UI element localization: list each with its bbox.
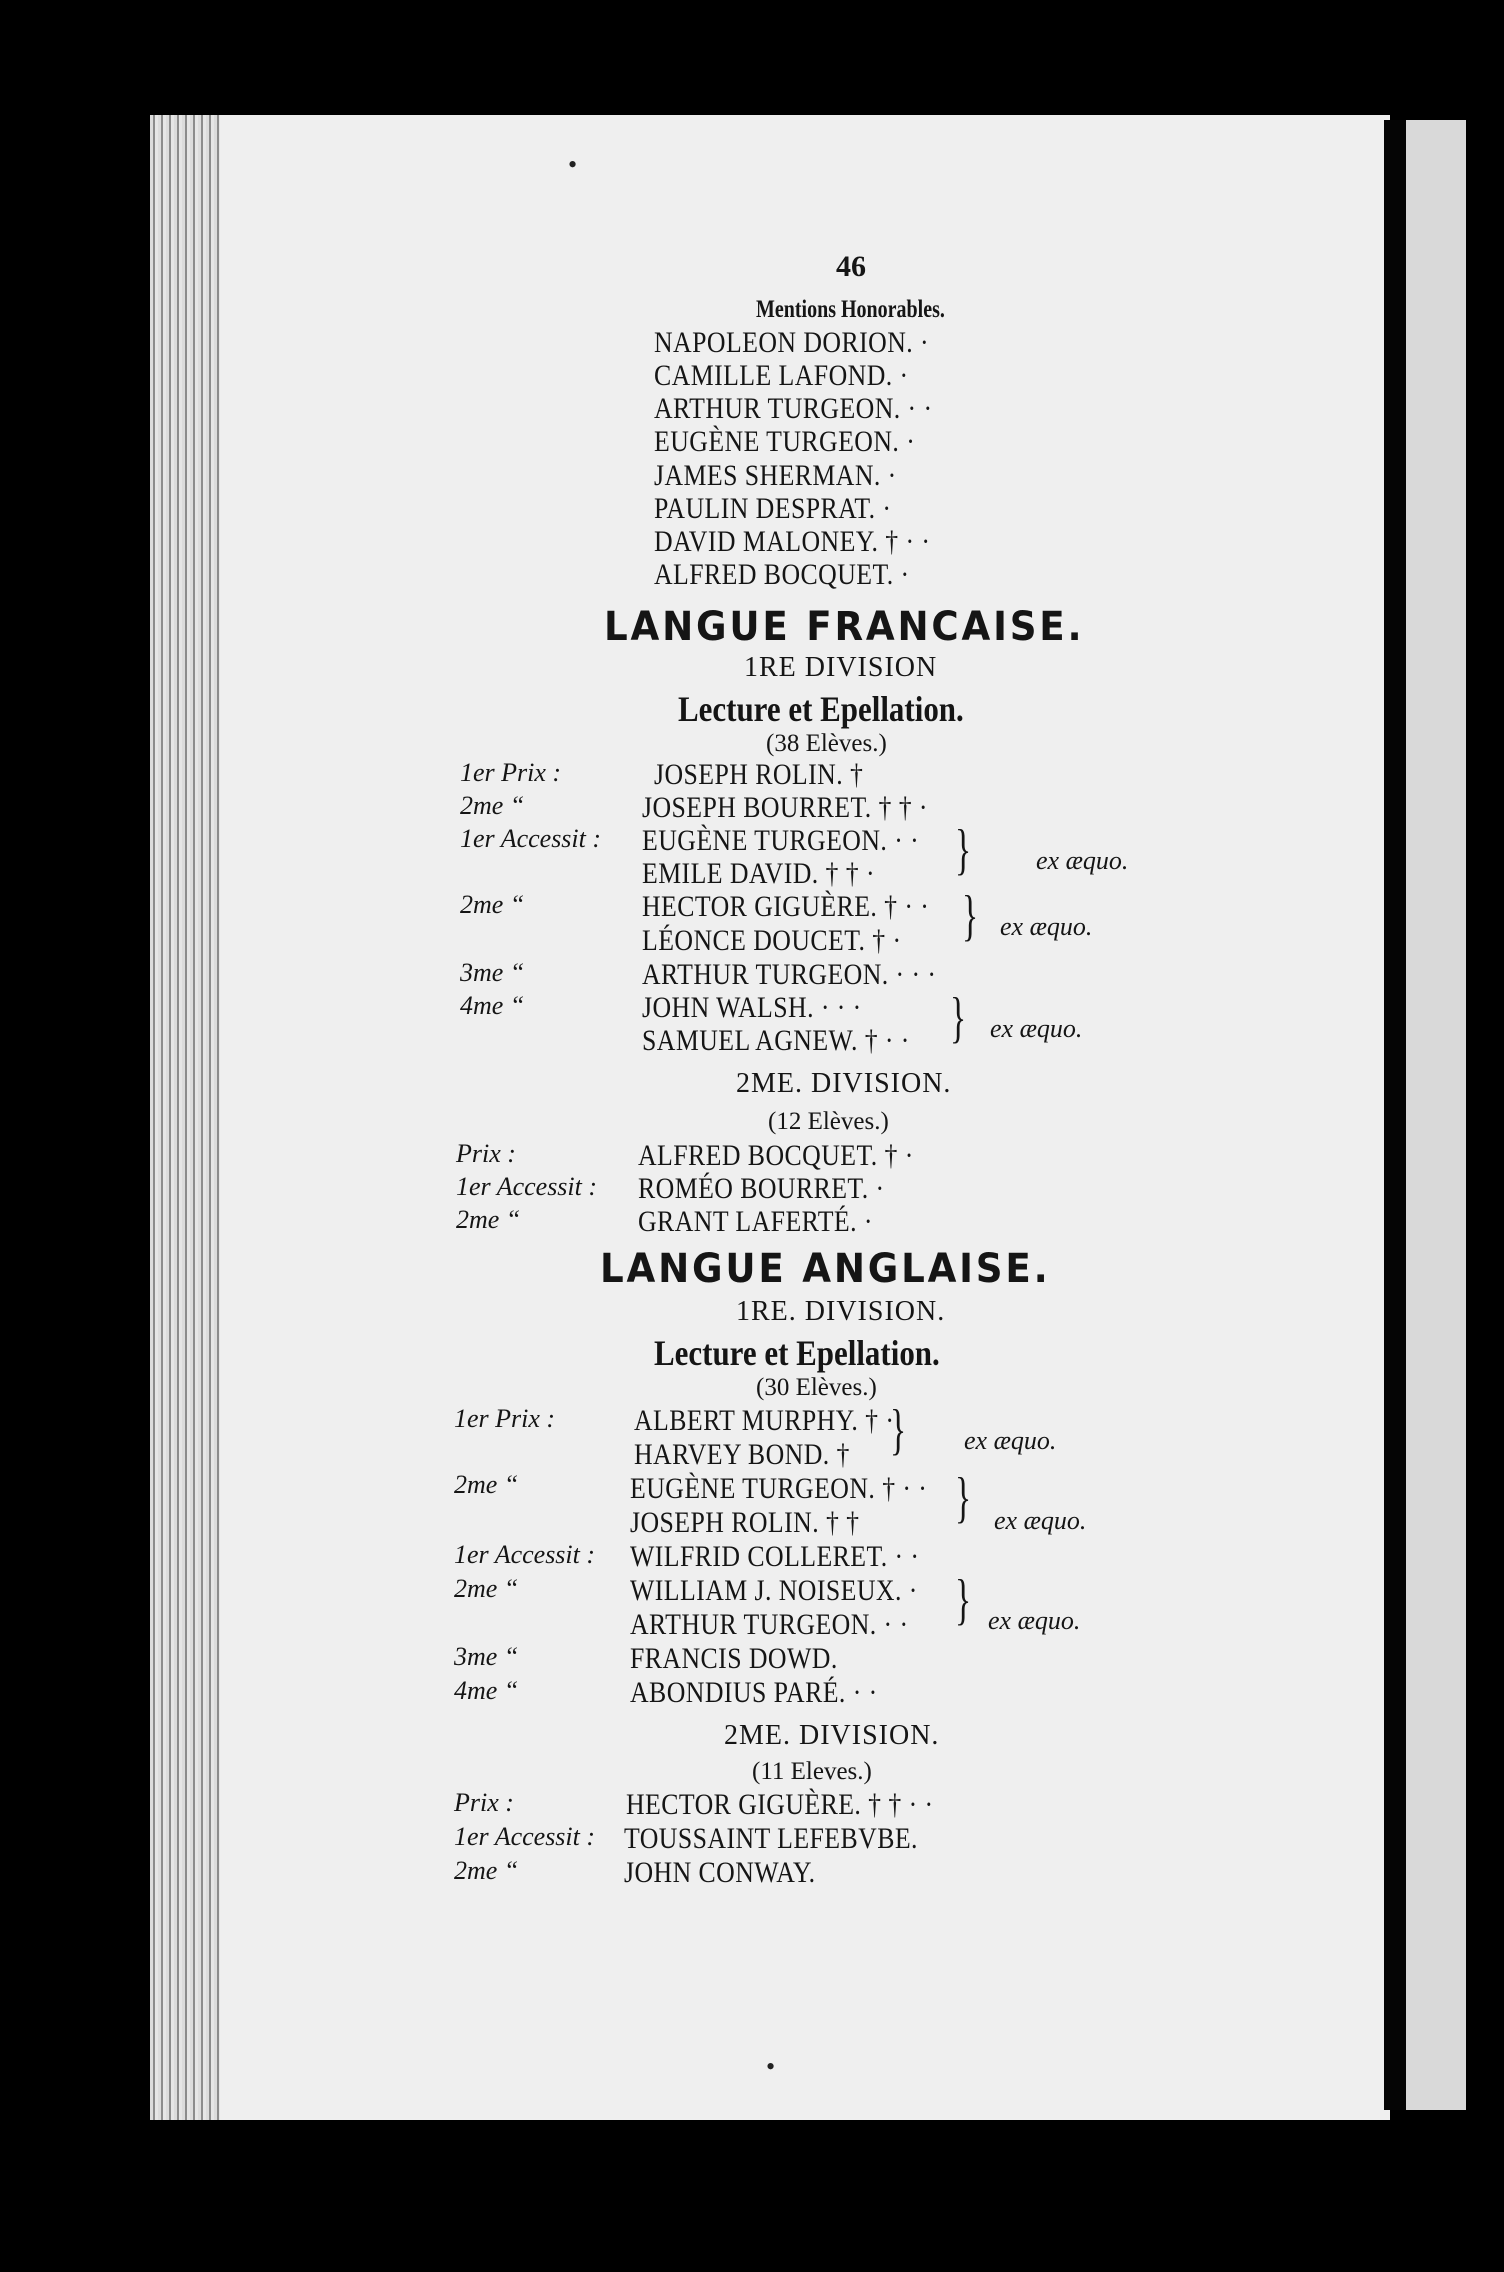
prize-rank: 1er Prix : (454, 1404, 556, 1433)
ex-aequo-note: ex æquo. (1000, 912, 1093, 941)
subject-title: Lecture et Epellation. (678, 689, 964, 729)
division-label: 2ME. DIVISION. (724, 1720, 940, 1751)
section-title: LANGUE FRANCAISE. (604, 604, 1085, 650)
page-number: 46 (836, 250, 866, 283)
student-name: WILLIAM J. NOISEUX. · (630, 1574, 918, 1607)
prize-rank: 1er Accessit : (454, 1540, 596, 1569)
book-gutter (1384, 120, 1406, 2110)
student-name: HECTOR GIGUÈRE. † · · (642, 890, 930, 923)
brace-icon: } (955, 1569, 972, 1631)
mention-name: NAPOLEON DORION. · (654, 326, 930, 359)
prize-rank: 1er Prix : (460, 758, 562, 787)
prize-rank: 2me “ (454, 1856, 519, 1885)
student-count: (12 Elèves.) (768, 1108, 889, 1135)
prize-rank: 4me “ (460, 991, 525, 1020)
section-title: LANGUE ANGLAISE. (600, 1246, 1051, 1292)
brace-icon: } (955, 819, 972, 881)
student-name: ALBERT MURPHY. † · (634, 1404, 895, 1437)
prize-rank: 1er Accessit : (456, 1172, 598, 1201)
ink-speck: • (766, 2052, 776, 2081)
student-name: FRANCIS DOWD. (630, 1642, 838, 1675)
mention-name: EUGÈNE TURGEON. · (654, 425, 916, 458)
student-count: (30 Elèves.) (756, 1374, 877, 1401)
subject-title: Lecture et Epellation. (654, 1333, 940, 1373)
division-label: 1RE. DIVISION. (736, 1296, 946, 1327)
prize-rank: 2me “ (454, 1470, 519, 1499)
prize-rank: Prix : (454, 1788, 514, 1817)
student-name: TOUSSAINT LEFEBVBE. (624, 1822, 918, 1855)
prize-rank: 3me “ (460, 958, 525, 987)
mention-name: ARTHUR TURGEON. · · (654, 392, 933, 425)
prize-rank: 2me “ (454, 1574, 519, 1603)
student-name: SAMUEL AGNEW. † · · (642, 1024, 910, 1057)
prize-rank: Prix : (456, 1139, 516, 1168)
student-name: ROMÉO BOURRET. · (638, 1172, 885, 1205)
student-name: ALFRED BOCQUET. † · (638, 1139, 914, 1172)
student-name: JOHN CONWAY. (624, 1856, 816, 1889)
prize-rank: 1er Accessit : (454, 1822, 596, 1851)
mention-name: ALFRED BOCQUET. · (654, 558, 910, 591)
student-name: EMILE DAVID. † † · (642, 857, 875, 890)
ex-aequo-note: ex æquo. (964, 1426, 1057, 1455)
prize-rank: 3me “ (454, 1642, 519, 1671)
division-label: 2ME. DIVISION. (736, 1068, 952, 1099)
mention-name: JAMES SHERMAN. · (654, 459, 897, 492)
student-name: JOSEPH ROLIN. † (654, 758, 864, 791)
student-name: EUGÈNE TURGEON. · · (642, 824, 920, 857)
mentions-heading: Mentions Honorables. (756, 296, 945, 323)
page-edge (150, 115, 220, 2120)
student-name: EUGÈNE TURGEON. † · · (630, 1472, 928, 1505)
division-label: 1RE DIVISION (744, 652, 938, 683)
ink-speck: • (568, 150, 578, 179)
student-name: HECTOR GIGUÈRE. † † · · (626, 1788, 934, 1821)
student-count: (11 Eleves.) (752, 1758, 872, 1785)
mention-name: DAVID MALONEY. † · · (654, 525, 931, 558)
facing-page-edge (1406, 120, 1466, 2110)
student-name: JOSEPH ROLIN. † † (630, 1506, 860, 1539)
ex-aequo-note: ex æquo. (988, 1606, 1081, 1635)
brace-icon: } (890, 1399, 907, 1461)
mention-name: CAMILLE LAFOND. · (654, 359, 909, 392)
ex-aequo-note: ex æquo. (990, 1014, 1083, 1043)
prize-rank: 1er Accessit : (460, 824, 602, 853)
prize-rank: 2me “ (460, 791, 525, 820)
student-name: HARVEY BOND. † (634, 1438, 850, 1471)
student-name: ARTHUR TURGEON. · · (630, 1608, 909, 1641)
student-name: ARTHUR TURGEON. · · · (642, 958, 937, 991)
prize-rank: 4me “ (454, 1676, 519, 1705)
student-name: ABONDIUS PARÉ. · · (630, 1676, 878, 1709)
prize-rank: 2me “ (456, 1205, 521, 1234)
student-name: WILFRID COLLERET. · · (630, 1540, 920, 1573)
brace-icon: } (955, 1467, 972, 1529)
student-name: LÉONCE DOUCET. † · (642, 924, 902, 957)
prize-rank: 2me “ (460, 890, 525, 919)
brace-icon: } (950, 987, 967, 1049)
student-name: JOSEPH BOURRET. † † · (642, 791, 928, 824)
mention-name: PAULIN DESPRAT. · (654, 492, 892, 525)
student-count: (38 Elèves.) (766, 730, 887, 757)
ex-aequo-note: ex æquo. (994, 1506, 1087, 1535)
student-name: JOHN WALSH. · · · (642, 991, 862, 1024)
student-name: GRANT LAFERTÉ. · (638, 1205, 873, 1238)
ex-aequo-note: ex æquo. (1036, 846, 1129, 875)
brace-icon: } (962, 885, 979, 947)
